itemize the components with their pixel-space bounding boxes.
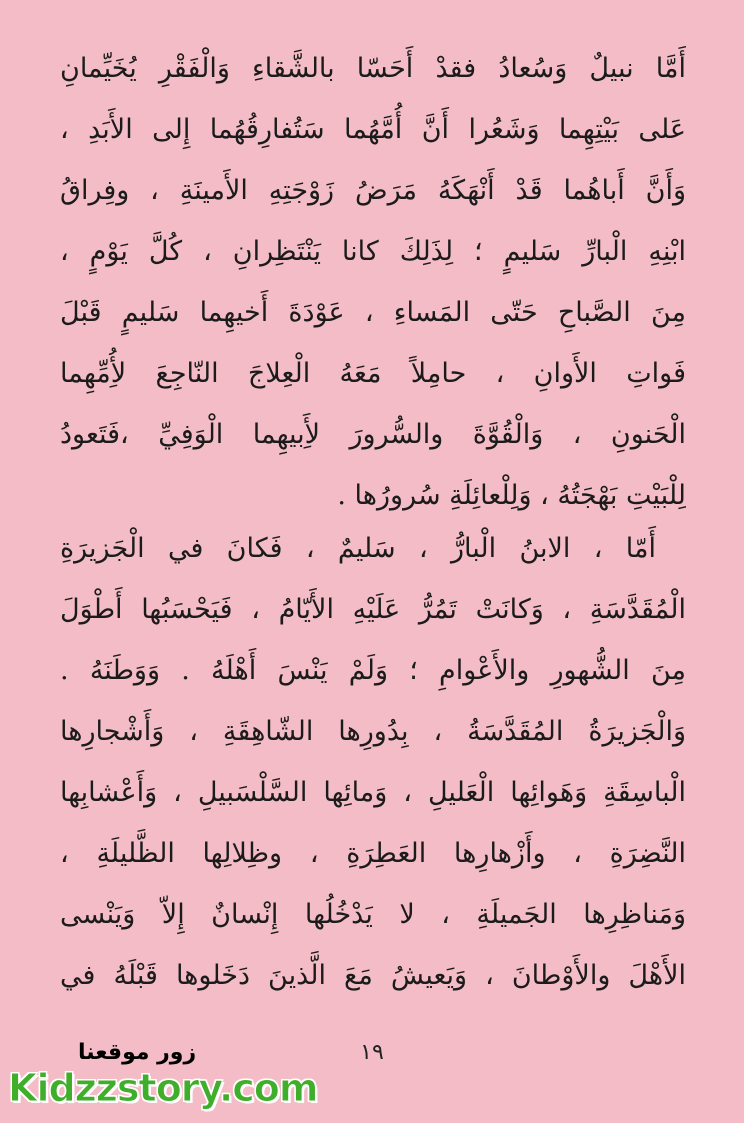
text-line: وَأَنَّ أَباهُما قَدْ أَنْهَكَهُ مَرَضُ زَوْجَتِهِ الأَمينَةِ ، وفِراقُ bbox=[60, 175, 686, 206]
text-line: الْحَنونِ ، وَالْقُوَّةَ والسُّرورَ لأَِبيهِما الْوَفِيِّ ،فَتَعودُ bbox=[60, 419, 686, 450]
text-line: الْمُقَدَّسَةِ ، وَكانَتْ تَمُرُّ عَلَيْهِ الأَيّامُ ، فَيَحْسَبُها أَطْوَلَ bbox=[60, 594, 686, 625]
text-line: النَّضِرَةِ ، وأَزْهارِها العَطِرَةِ ، وظِلالِها الظَّليلَةِ ، bbox=[60, 838, 686, 869]
text-line: مِنَ الصَّباحِ حَتّى المَساءِ ، عَوْدَةَ أَخيهِما سَليمٍ قَبْلَ bbox=[60, 297, 686, 328]
paragraph-2 bbox=[60, 518, 686, 1006]
text-line: فَواتِ الأَوانِ ، حامِلاً مَعَهُ الْعِلاجَ النّاجِعَ لأُِمِّهِما bbox=[60, 358, 686, 389]
text-line: أَمَّا نبيلٌ وَسُعادُ فقدْ أَحَسّا بالشَّقاءِ وَالْفَقْرِ يُخَيِّمانِ bbox=[60, 53, 686, 84]
text-line: مِنَ الشُّهورِ والأَعْوامِ ؛ وَلَمْ يَنْسَ أَهْلَهُ . وَوَطَنَهُ . bbox=[60, 655, 686, 686]
text-line: الأَهْلَ والأَوْطانَ ، وَيَعيشُ مَعَ الَّذينَ دَخَلوها قَبْلَهُ في bbox=[60, 960, 686, 991]
text-line: الْباسِقَةِ وَهَوائِها الْعَليلِ ، وَمائِها السَّلْسَبيلِ ، وَأَعْشابِها bbox=[60, 777, 686, 808]
page-number: ١٩ bbox=[360, 1040, 384, 1065]
text-line: أَمّا ، الابنُ الْبارُّ ، سَليمٌ ، فَكانَ في الْجَزيرَةِ bbox=[60, 533, 656, 564]
text-line: ابْنِهِ الْبارِّ سَليمٍ ؛ لِذَلِكَ كانا يَنْتَظِرانِ ، كُلَّ يَوْمٍ ، bbox=[60, 236, 686, 267]
paragraph-1 bbox=[60, 38, 686, 526]
text-line: لِلْبَيْتِ بَهْجَتُهُ ، وَلِلْعائِلَةِ سُرورُها . bbox=[337, 480, 686, 511]
text-line: وَمَناظِرِها الجَميلَةِ ، لا يَدْخُلُها إِنْسانٌ إِلاّ وَيَنْسى bbox=[60, 899, 686, 930]
watermark-arabic-text: زور موقعنا bbox=[78, 1040, 197, 1065]
text-line: وَالْجَزيرَةُ المُقَدَّسَةُ ، بِدُورِها الشّاهِقَةِ ، وَأَشْجارِها bbox=[60, 716, 686, 747]
watermark-site-name: Kidzzstory.com bbox=[8, 1066, 318, 1110]
text-line: عَلى بَيْتِهِما وَشَعُرا أَنَّ أُمَّهُما سَتُفارِقُهُما إِلى الأَبَدِ ، bbox=[60, 114, 686, 145]
